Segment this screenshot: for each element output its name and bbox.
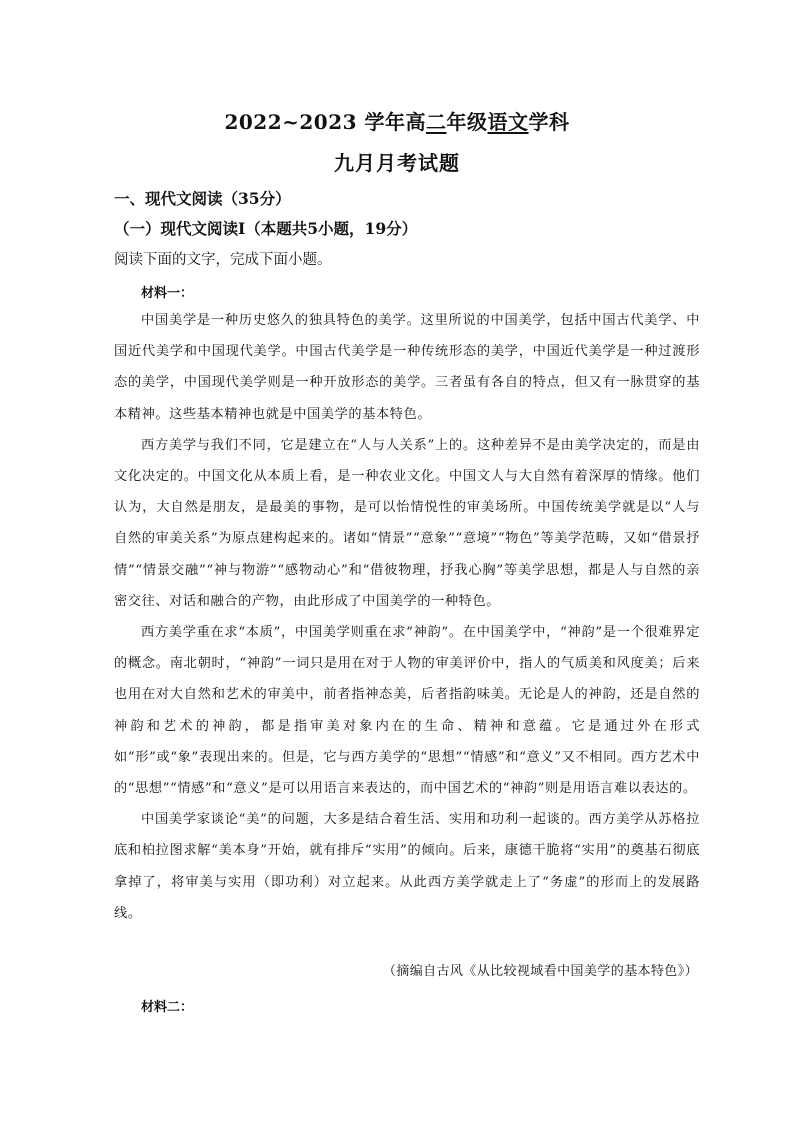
material-one-body	[114, 305, 700, 929]
paragraph: 西方美学重在求“本质”，中国美学则重在求“神韵”。在中国美学中，“神韵”是一个很难界定的概念。南北朝时，“神韵”一词只是用在对于人物的审美评价中，指人的气质美和风度美；后来也用在对大自然和艺术的审美中，前者指神态美，后者指韵味美。无论是人的神韵，还是自然的神韵和艺术的神韵，都是指审美对象内在的生命、精神和意蕴。它是通过外在形式如“形”或“象”表现出来的。但是，它与西方美学的“思想”“情感”和“意义”又不相同。西方艺术中的“思想”“情感”和“意义”是可以用语言来表达的，而中国艺术的“神韵”则是用语言难以表达的。	[114, 625, 700, 797]
title-subject: 语文	[487, 110, 529, 134]
material-one-label: 材料一：	[141, 286, 194, 301]
title-suffix: 学科	[528, 110, 570, 134]
section-heading: 一、现代文阅读（35分）	[114, 189, 291, 208]
paragraph: 中国美学是一种历史悠久的独具特色的美学。这里所说的中国美学，包括中国古代美学、中国近代美学和中国现代美学。中国古代美学是一种传统形态的美学，中国近代美学是一种过渡形态的美学，中国现代美学则是一种开放形态的美学。三者虽有各自的特点，但又有一脉贯穿的基本精神。这些基本精神也就是中国美学的基本特色。	[114, 313, 700, 422]
paragraph: 中国美学家谈论“美”的问题，大多是结合着生活、实用和功利一起谈的。西方美学从苏格拉底和柏拉图求解“美本身”开始，就有排斥“实用”的倾向。后来，康德干脆将“实用”的奠基石彻底拿掉了，将审美与实用（即功利）对立起来。从此西方美学就走上了“务虚”的形而上的发展路线。	[114, 812, 700, 921]
title-prefix: 2022~2023 学年高	[224, 110, 427, 134]
title-grade: 二	[426, 110, 447, 134]
exam-title	[0, 106, 794, 135]
title-mid: 年级	[446, 110, 488, 134]
reading-instruction: 阅读下面的文字，完成下面小题。	[114, 252, 332, 268]
paragraph: 西方美学与我们不同，它是建立在“人与人关系”上的。这种差异不是由美学决定的，而是由文化决定的。中国文化从本质上看，是一种农业文化。中国文人与大自然有着深厚的情缘。他们认为，大自然是朋友，是最美的事物，是可以怡情悦性的审美场所。中国传统美学就是以“人与自然的审美关系”为原点建构起来的。诸如“情景”“意象”“意境”“物色”等美学范畴，又如“借景抒情”“情景交融”“神与物游”“感物动心”和“借彼物理，抒我心胸”等美学思想，都是人与自然的亲密交往、对话和融合的产物，由此形成了中国美学的一种特色。	[114, 437, 700, 609]
exam-subtitle: 九月月考试题	[334, 151, 460, 175]
material-two-label: 材料二：	[141, 1000, 194, 1015]
subsection-heading: （一）现代文阅读Ⅰ（本题共5小题，19分）	[114, 219, 418, 238]
source-citation: （摘编自古风《从比较视域看中国美学的基本特色》）	[382, 964, 698, 979]
